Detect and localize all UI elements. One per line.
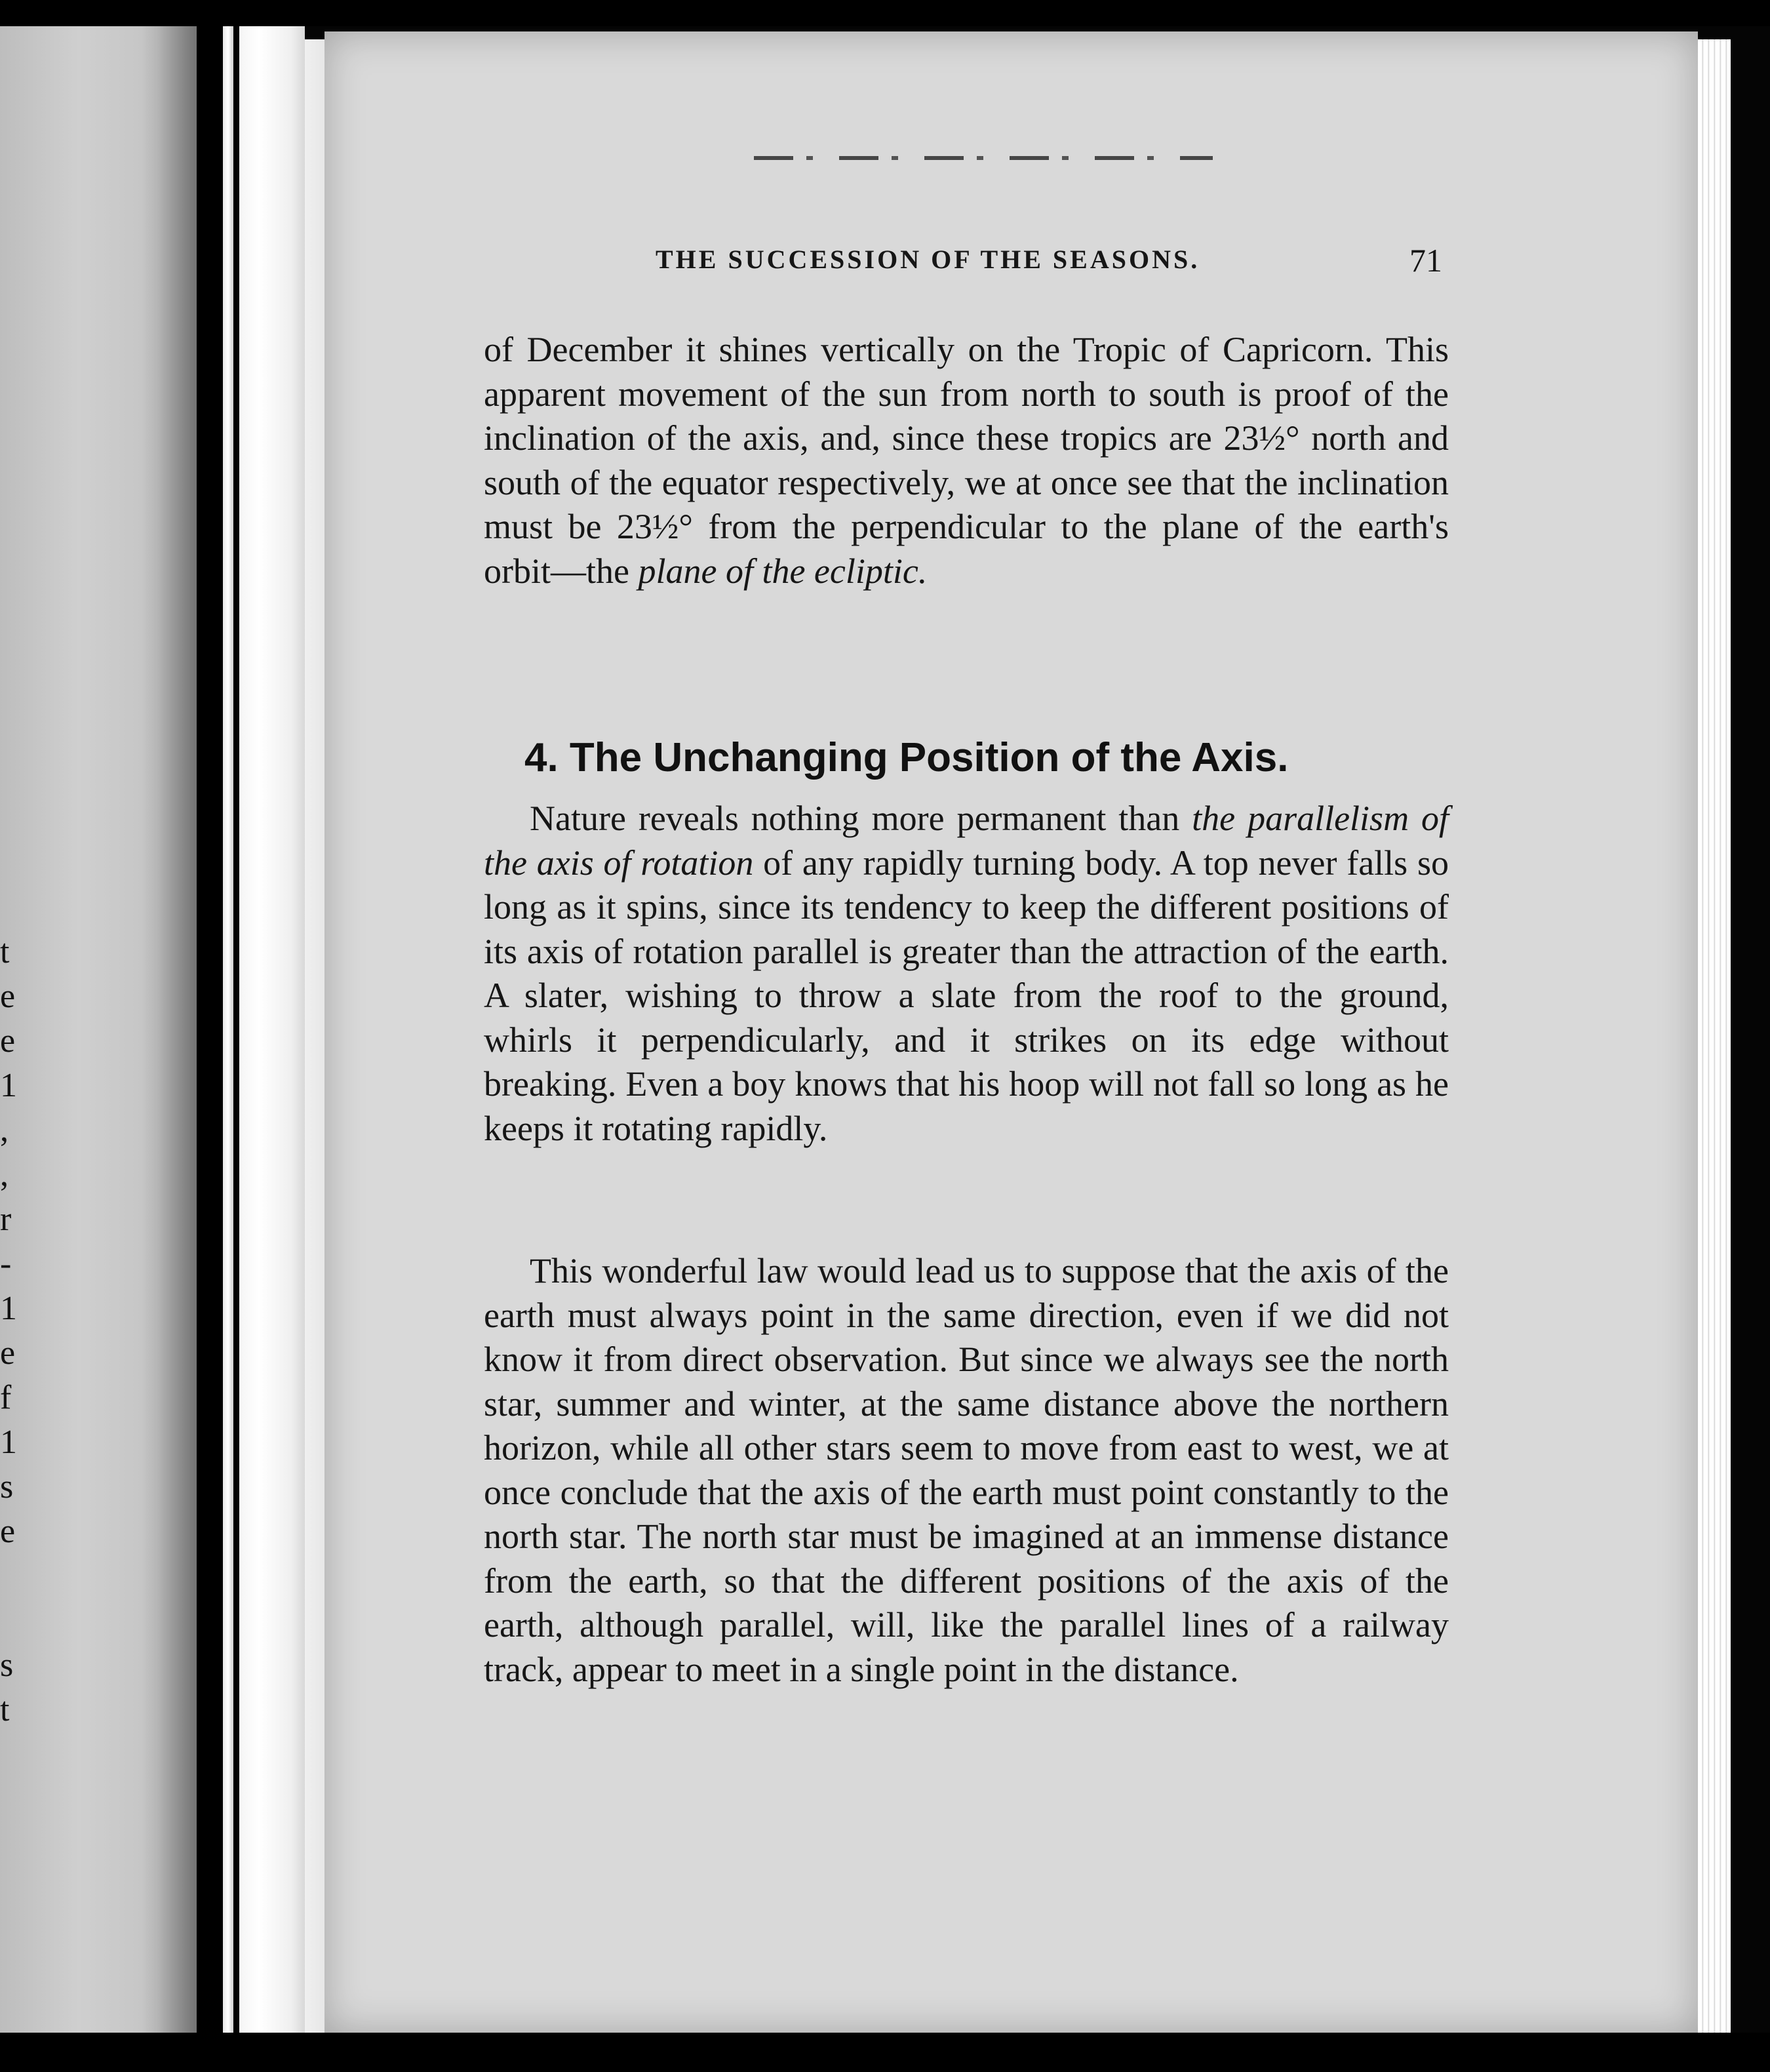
facing-page-shadow: [141, 26, 197, 2033]
faded-rule: [754, 156, 1213, 160]
facing-page-letter: e: [0, 978, 16, 1015]
facing-page-letter: s: [0, 1468, 14, 1505]
facing-page-text-fragments: [0, 930, 26, 1732]
facing-page-letter: 1: [0, 1067, 17, 1104]
scan-border-bottom: [0, 2033, 1770, 2072]
facing-page-letter: r: [0, 1201, 12, 1238]
facing-page-letter: t: [0, 1691, 10, 1728]
running-head: THE SUCCESSION OF THE SEASONS.: [656, 245, 1200, 274]
facing-page-letter: [0, 1554, 26, 1599]
paragraph-text: of December it shines vertically on the Tropic of Capricorn. This apparent movement of the sun from north to south is proof of the inclination of the axis, and, since these tropics are 23½° north and south of the equator respectively, we at once see that the inclination must be 23½° from the perpendicular to the plane of the earth's orbit—the: [484, 330, 1449, 591]
facing-page-letter: ,: [0, 1156, 9, 1193]
paragraph-continued: [484, 328, 1449, 593]
facing-page-letter: t: [0, 933, 10, 970]
italic-term: plane of the ecliptic.: [638, 551, 928, 591]
paragraph-text: This wonderful law would lead us to suppose that the axis of the earth must always point in the same direction, even if we did not know it from direct observation. But since we always see the north star, summer and winter, at the same distance above the northern horizon, while all other stars seem to move from east to west, we at once conclude that the axis of the earth must point constantly to the north star. The north star must be imagined at an immense distance from the earth, so that the different positions of the axis of the earth, although parallel, will, like the parallel lines of a railway track, appear to meet in a single point in the distance.: [484, 1251, 1449, 1689]
page-stack-strip: [239, 26, 305, 2046]
page-stack-strip: [223, 26, 233, 2046]
scan-border-top: [0, 0, 1770, 26]
paragraph-text: of any rapidly turning body. A top never falls so long as it spins, since its tendency to keep the different positions of its axis of rotation parallel is greater than the attraction of the earth. A slater, wishing to throw a slate from the roof to the ground, whirls it perpendicularly, and it strikes on its edge without breaking. Even a boy knows that his hoop will not fall so long as he keeps it rotating rapidly.: [484, 843, 1449, 1148]
paragraph-text: Nature reveals nothing more permanent than: [530, 799, 1192, 838]
page-edges: [1698, 39, 1731, 2039]
facing-page-letter: ,: [0, 1111, 9, 1149]
paragraph: [484, 797, 1449, 1151]
facing-page-letter: -: [0, 1245, 12, 1283]
facing-page-letter: s: [0, 1646, 14, 1684]
page-number: 71: [1409, 242, 1442, 279]
facing-page-letter: e: [0, 1513, 16, 1550]
facing-page-letter: f: [0, 1379, 12, 1416]
facing-page-letter: e: [0, 1334, 16, 1372]
facing-page-letter: e: [0, 1022, 16, 1060]
facing-page-letter: [0, 1599, 26, 1643]
facing-page-letter: 1: [0, 1424, 17, 1461]
section-heading: 4. The Unchanging Position of the Axis.: [524, 735, 1289, 780]
paragraph: [484, 1249, 1449, 1692]
italic-term: the parallelism of the axis of rotation: [484, 799, 1449, 883]
facing-page-letter: 1: [0, 1290, 17, 1327]
